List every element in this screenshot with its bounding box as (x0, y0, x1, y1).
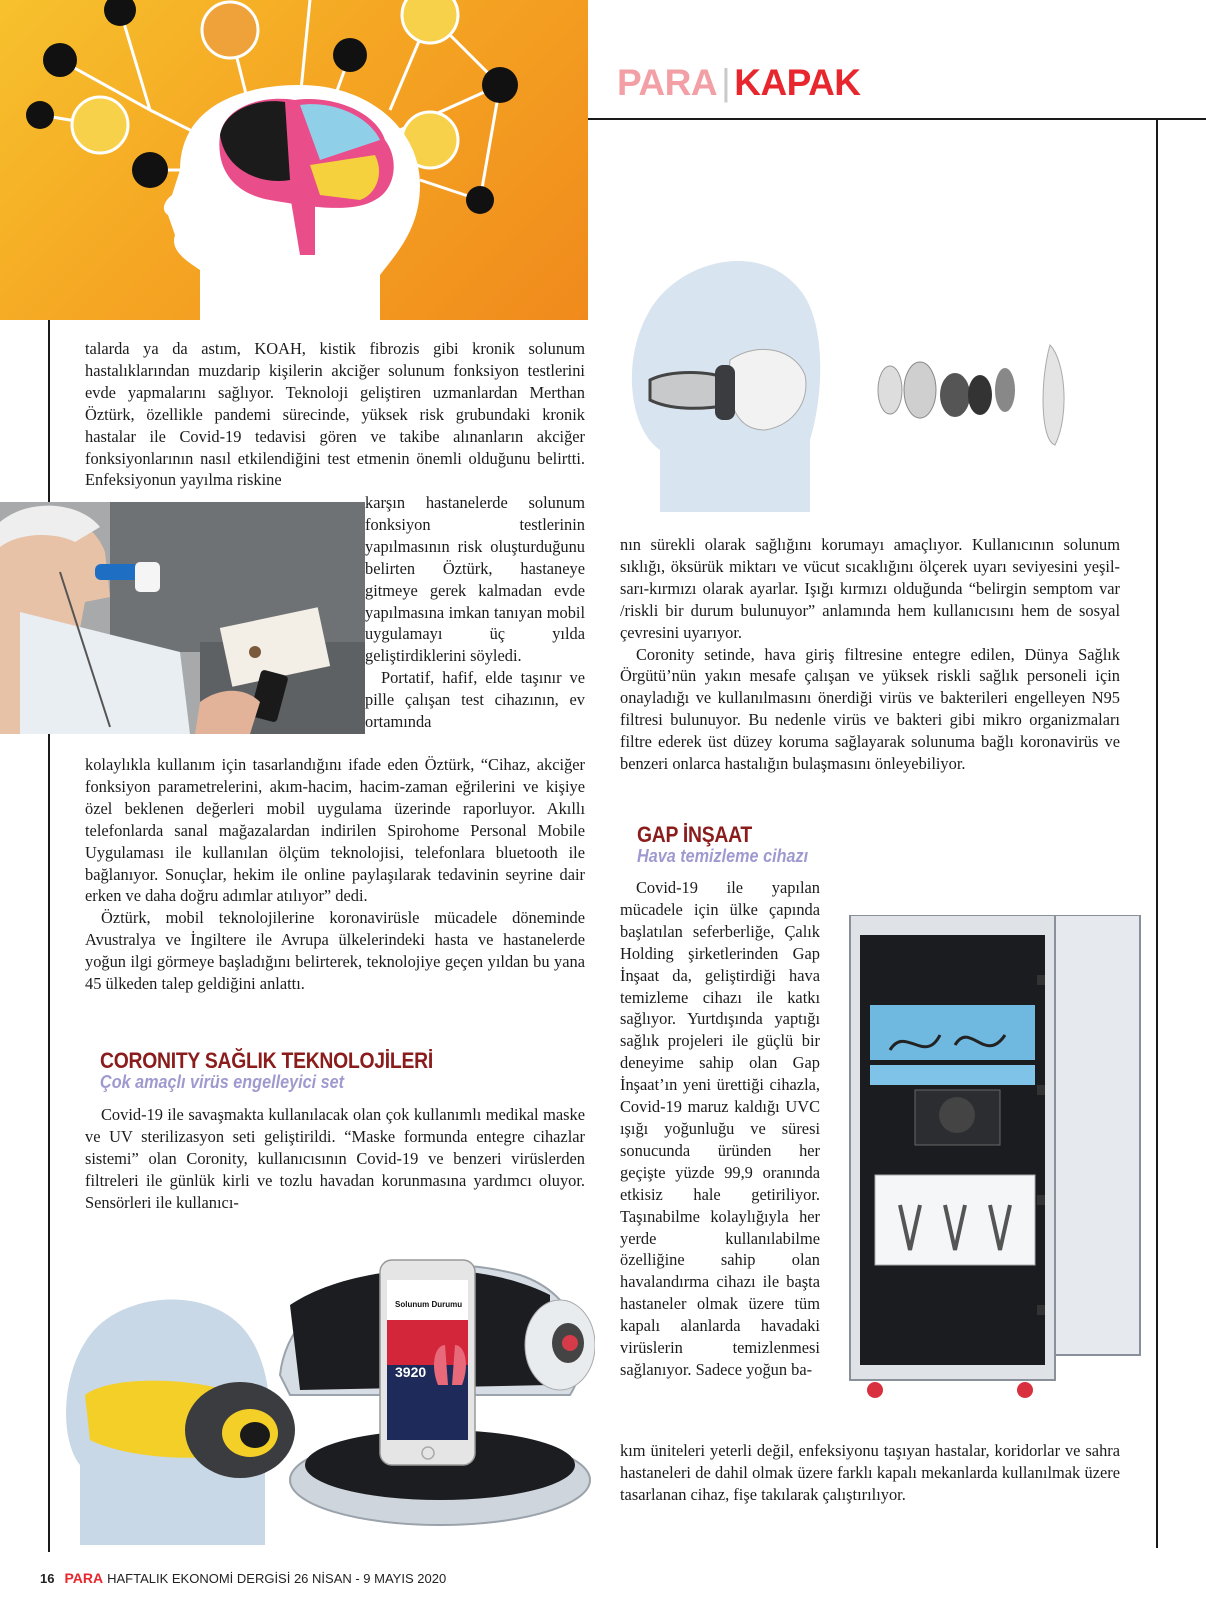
footer-brand: PARA (64, 1570, 104, 1586)
coronity-subtitle: Çok amaçlı virüs engelleyici set (100, 1072, 345, 1092)
brand-para: PARA (617, 62, 718, 103)
brand-kapak: KAPAK (734, 62, 861, 103)
phone-screen-value: 3920 (395, 1364, 427, 1380)
right-column-rule (1156, 118, 1158, 1548)
gap-subtitle: Hava temizleme cihazı (637, 846, 809, 866)
spirometer-photo-graphic (0, 502, 365, 734)
article-column-1-wrap (365, 492, 585, 733)
footer-issue: HAFTALIK EKONOMİ DERGİSİ 26 NİSAN - 9 MAYIS 2020 (107, 1571, 447, 1586)
photo-man-spirometer (0, 502, 365, 734)
brand-separator: | (721, 62, 731, 103)
gap-column-narrow (620, 877, 820, 1381)
gap-title: GAP İNŞAAT (637, 822, 752, 847)
air-purifier-graphic (845, 915, 1145, 1415)
article-column-1-bottom (85, 754, 585, 995)
brain-network-illustration (0, 0, 588, 320)
paragraph: Covid-19 ile savaşmakta kullanılacak olan çok kullanımlı medikal maske ve UV sterilizasyon seti geliştirildi. “Maske formunda entegre cihazlar sistemi” olan Coronity, kullanıcısının Covid-19 ve benzeri virüslerden filtreleri ile günlük kirli ve tozlu havadan korunmasına yardımcı oluyor. Sensörleri ile kullanıcı- (85, 1105, 585, 1212)
paragraph: talarda ya da astım, KOAH, kistik fibrozis gibi kronik solunum hastalıklarından muzdarip kişilerin akciğer solunum fonksiyon testlerini evde yapmalarını sağlıyor. Teknoloji geliştiren uzmanlardan Merthan Öztürk, özellikle pandemi sürecinde, yüksek risk grubundaki kronik hastalar ile Covid-19 tedavisi gören ve takibe alınanların akciğer fonksiyonlarının nasıl etkilendiğini test etmenin önemli olduğunu belirtti. Enfeksiyonun yayılma riskine (85, 339, 585, 490)
phone-screen-title: Solunum Durumu (395, 1300, 463, 1309)
coronity-intro (85, 1104, 585, 1214)
gap-heading (637, 822, 937, 867)
coronity-heading (100, 1048, 580, 1093)
photo-coronity-set (50, 1225, 595, 1545)
page-number: 16 (40, 1571, 55, 1586)
paragraph: Öztürk, mobil teknolojilerine koronavirüsle mücadele döneminde Avustralya ve İngiltere ile Avrupa ülkelerindeki hasta ve hastanelerde yoğun ilgi görmeye başladığını belirterek, teknolojiye geçen yıldan bu yana 45 ülkeden talep geldiğini anlattı. (85, 908, 585, 994)
paragraph: Portatif, hafif, elde taşınır ve pille çalışan test cihazının, ev ortamında (365, 668, 585, 732)
article-column-1-top (85, 338, 585, 491)
paragraph: kolaylıkla kullanım için tasarlandığını ifade eden Öztürk, “Cihaz, akciğer fonksiyon parametrelerini, akım-hacim, hacim-zaman eğrilerini ve kişiye özel beklenen değerleri mobil uygulama üzerinde raporluyor. Akıllı telefonlarda sanal mağazalardan indirilen Spirohome Personal Mobile Uygulaması ile kullanılan ölçüm teknolojisi, telefonlara bluetooth ile bağlanıyor. Sonuçlar, hekim ile online paylaşılarak tedavinin seyrine dair erken ve daha doğru adımlar atılıyor” dedi. (85, 755, 585, 906)
article-column-2-top (620, 534, 1120, 775)
header-rule (588, 118, 1206, 120)
mask-exploded-graphic (620, 240, 1090, 512)
paragraph: kım üniteleri yeterli değil, enfeksiyonu taşıyan hastalar, koridorlar ve sahra hastaneleri de dahil olmak üzere farklı kapalı mekanlarda kullanılmak üzere tasarlanan cihaz, fişe takılarak çalıştırılıyor. (620, 1441, 1120, 1504)
section-header (617, 62, 861, 104)
paragraph: Covid-19 ile yapılan mücadele için ülke çapında başlatılan seferberliğe, Çalık Holding şirketlerinden Gap İnşaat da, geliştirdiği hava temizleme cihazı ile katkı sağlıyor. Yurtdışında yaptığı sağlık projeleri ile güçlü bir deneyime sahip olan Gap İnşaat’ın yeni ürettiği cihazla, Covid-19 maruz kaldığı UVC ışığı yoğunluğu ve süresi sonucunda üründen her geçişte yüzde 99,9 oranında etkisiz hale getiriliyor. Taşınabilme kolaylığıyla her yerde kullanılabilme özelliğine sahip olan havalandırma cihazı ile başta hastaneler olmak üzere tüm kapalı alanlarda havadaki virüslerin temizlenmesi sağlanıyor. Sadece yoğun ba- (620, 878, 820, 1379)
paragraph: Coronity setinde, hava giriş filtresine entegre edilen, Dünya Sağlık Örgütü’nün yakın mesafe çalışan ve yüksek riskli sağlık personeli için onayladığı ve kullanılmasını önerdiği virüs ve bakterileri engelleyen N95 filtresi bulunuyor. Bu nedenle virüs ve bakteri gibi mikro organizmaları filtre ederek üst düzey koruma sağlayarak solunuma bağlı koronavirüs ve benzeri onlarca hastalığın bulaşmasını önleyebiliyor. (620, 644, 1120, 774)
coronity-title: CORONITY SAĞLIK TEKNOLOJİLERİ (100, 1048, 433, 1073)
gap-column-wide (620, 1440, 1120, 1506)
brain-network-graphic (0, 0, 588, 320)
photo-air-purifier (845, 915, 1145, 1415)
photo-mask-exploded (620, 240, 1090, 512)
coronity-set-graphic (50, 1225, 595, 1545)
paragraph: nın sürekli olarak sağlığını korumayı amaçlıyor. Kullanıcının solunum sıklığı, öksürük miktarı ve vücut sıcaklığını ölçerek uyarı seviyesini yeşil-sarı-kırmızı olarak ayarlar. Işığı kırmızı olduğunda “belirgin semptom var /riskli bir durum bulunuyor” anlamında hem kullanıcısını hem de sosyal çevresini uyarıyor. (620, 535, 1120, 642)
page-footer (40, 1570, 446, 1586)
paragraph: karşın hastanelerde solunum fonksiyon testlerinin yapılmasının risk oluşturduğunu belirten Öztürk, hastaneye gitmeye gerek kalmadan evde yapılmasına imkan tanıyan mobil uygulamayı üç yılda geliştirdiklerini söyledi. (365, 493, 585, 666)
